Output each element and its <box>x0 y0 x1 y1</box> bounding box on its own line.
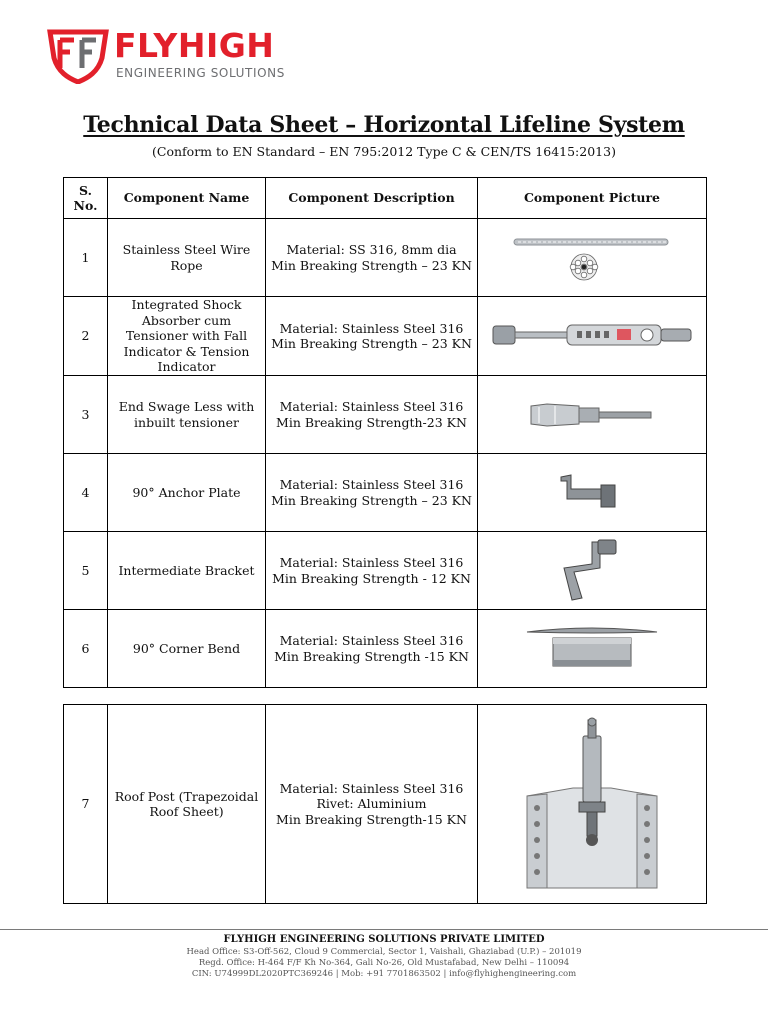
brand-subtitle: ENGINEERING SOLUTIONS <box>116 66 285 80</box>
row-picture <box>478 297 707 376</box>
table-row <box>64 610 707 688</box>
row-picture <box>478 376 707 454</box>
row-picture <box>478 532 707 610</box>
row-picture <box>478 705 707 904</box>
row-breaking-strength: Min Breaking Strength – 23 KN <box>271 257 472 273</box>
row-component-name: 90° Corner Bend <box>108 610 266 688</box>
page-title: Technical Data Sheet – Horizontal Lifeline System <box>83 112 685 138</box>
row-component-name: Stainless Steel Wire Rope <box>108 219 266 297</box>
row-rivet: Rivet: Aluminium <box>316 796 427 812</box>
row-sno: 7 <box>64 705 108 904</box>
table-row <box>64 297 707 376</box>
row-material: Material: Stainless Steel 316 <box>279 399 464 414</box>
brand-name: FLYHIGH <box>114 26 275 65</box>
wire-rope-photo <box>512 233 672 283</box>
components-table <box>63 177 707 688</box>
row-description <box>266 705 478 904</box>
row-material: Material: Stainless Steel 316 <box>279 780 464 796</box>
row-picture <box>478 610 707 688</box>
row-breaking-strength: Min Breaking Strength-23 KN <box>276 414 467 430</box>
table-row <box>64 376 707 454</box>
row-breaking-strength: Min Breaking Strength – 23 KN <box>271 336 472 351</box>
fes-monogram-logo-icon <box>46 28 110 84</box>
footer-head-office: Head Office: S3-Off-562, Cloud 9 Commercial, Sector 1, Vaishali, Ghaziabad (U.P.) – 201019 <box>186 947 582 957</box>
swage-less-end-photo <box>527 398 657 432</box>
row-material: Material: Stainless Steel 316 <box>279 320 464 336</box>
row-component-name: Integrated Shock Absorber cum Tensioner with Fall Indicator & Tension Indicator <box>108 297 266 376</box>
header-sno: S. No. <box>64 178 108 219</box>
intermediate-bracket-photo <box>562 538 622 604</box>
header-component-name: Component Name <box>108 178 266 219</box>
company-logo <box>46 26 306 84</box>
row-description <box>266 610 478 688</box>
row-sno: 3 <box>64 376 108 454</box>
roof-post-photo <box>517 716 667 892</box>
row-breaking-strength: Min Breaking Strength - 12 KN <box>272 570 471 586</box>
table-row <box>64 219 707 297</box>
table-row <box>64 705 707 904</box>
corner-bend-photo <box>525 626 659 672</box>
table-header-row <box>64 178 707 219</box>
row-sno: 5 <box>64 532 108 610</box>
footer-company-name: FLYHIGH ENGINEERING SOLUTIONS PRIVATE LIMITED <box>223 934 545 945</box>
row-material: Material: SS 316, 8mm dia <box>286 242 457 257</box>
footer-regd-office: Regd. Office: H-464 F/F Kh No-364, Gali No-26, Old Mustafabad, New Delhi – 110094 <box>198 958 570 968</box>
row-description <box>266 297 478 376</box>
table-row <box>64 454 707 532</box>
shock-absorber-photo <box>487 316 697 356</box>
row-sno: 6 <box>64 610 108 688</box>
row-component-name: Roof Post (Trapezoidal Roof Sheet) <box>108 705 266 904</box>
table-row <box>64 532 707 610</box>
row-description <box>266 376 478 454</box>
row-material: Material: Stainless Steel 316 <box>279 477 464 492</box>
components-table-continued <box>63 704 707 904</box>
row-description <box>266 532 478 610</box>
row-sno: 4 <box>64 454 108 532</box>
row-description <box>266 454 478 532</box>
row-breaking-strength: Min Breaking Strength – 23 KN <box>271 492 472 508</box>
row-breaking-strength: Min Breaking Strength -15 KN <box>274 648 469 664</box>
row-picture <box>478 454 707 532</box>
row-component-name: 90° Anchor Plate <box>108 454 266 532</box>
row-sno: 1 <box>64 219 108 297</box>
anchor-plate-photo <box>557 473 627 513</box>
row-component-name: Intermediate Bracket <box>108 532 266 610</box>
row-component-name: End Swage Less with inbuilt tensioner <box>108 376 266 454</box>
header-component-picture: Component Picture <box>478 178 707 219</box>
footer-divider <box>0 929 768 930</box>
row-picture <box>478 219 707 297</box>
row-material: Material: Stainless Steel 316 <box>279 555 464 570</box>
row-breaking-strength: Min Breaking Strength-15 KN <box>276 811 467 827</box>
header-component-description: Component Description <box>266 178 478 219</box>
footer-contact: CIN: U74999DL2020PTC369246 | Mob: +91 7701863502 | info@flyhighengineering.com <box>191 969 577 979</box>
page-subtitle: (Conform to EN Standard – EN 795:2012 Type C & CEN/TS 16415:2013) <box>152 144 616 159</box>
row-material: Material: Stainless Steel 316 <box>279 633 464 648</box>
row-sno: 2 <box>64 297 108 376</box>
row-description <box>266 219 478 297</box>
